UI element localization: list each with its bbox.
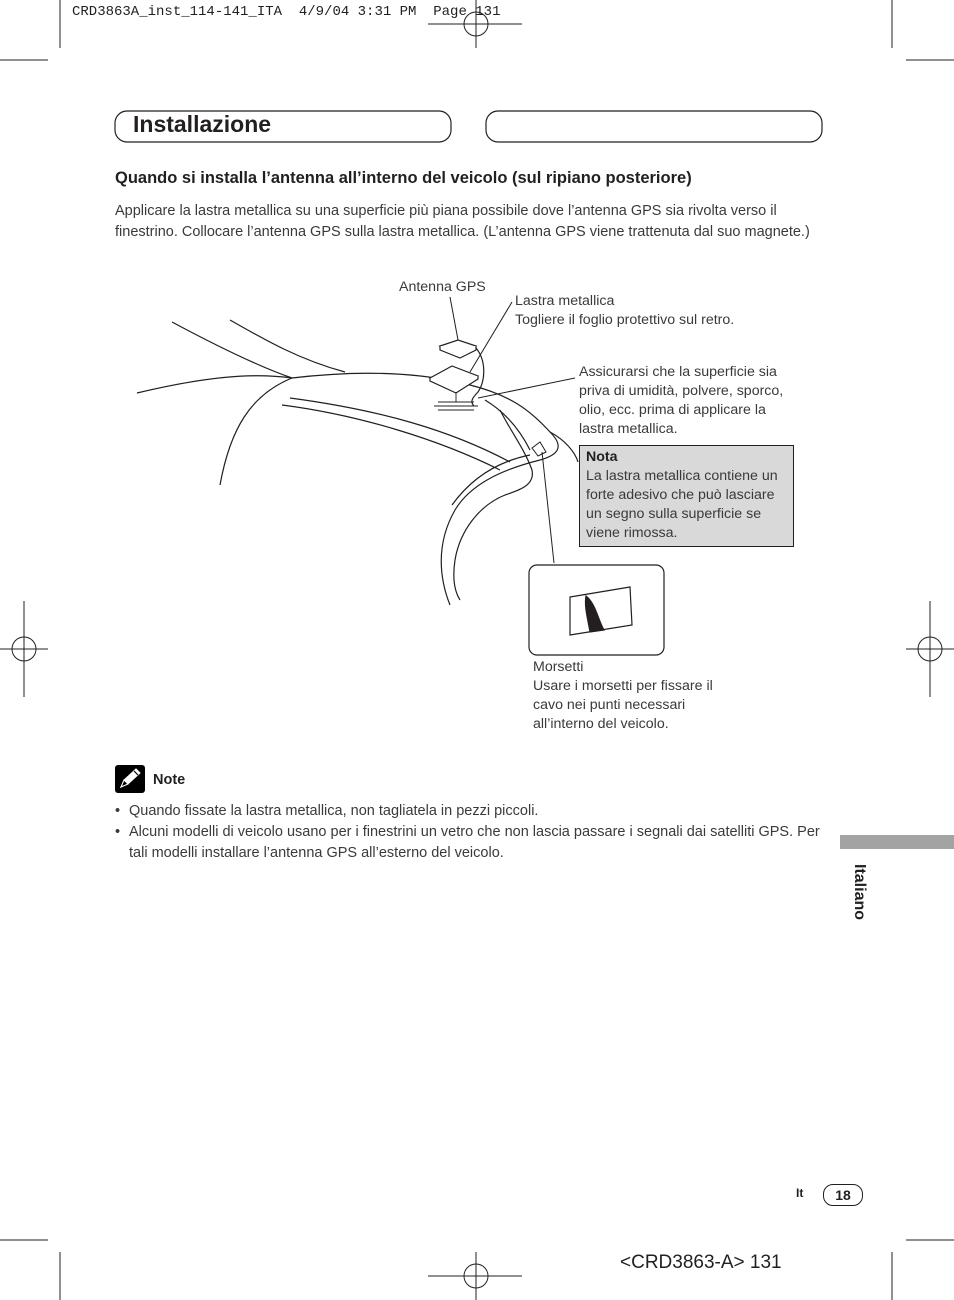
intro-paragraph: Applicare la lastra metallica su una superficie più piana possibile dove l’antenna GPS sia rivolta verso il finestrino. Collocare l’antenna GPS sulla lastra metallica. (L’antenna GPS viene trattenuta dal suo magnete.)	[115, 203, 810, 240]
language-code: It	[796, 1186, 804, 1200]
car-interior-illustration	[137, 320, 578, 605]
nota-title: Nota	[586, 449, 618, 465]
label-metal-plate-note: Togliere il foglio protettivo sul retro.	[515, 312, 735, 328]
language-tab	[840, 835, 954, 849]
sub-heading: Quando si installa l’antenna all’interno del veicolo (sul ripiano posteriore)	[115, 169, 692, 187]
label-clamps-title: Morsetti	[533, 659, 584, 675]
footer-code: <CRD3863-A> 131	[620, 1252, 782, 1273]
print-slug-line: CRD3863A_inst_114-141_ITA 4/9/04 3:31 PM Page 131	[72, 4, 501, 20]
note-item: • Quando fissate la lastra metallica, non tagliatela in pezzi piccoli.	[115, 801, 830, 822]
label-surface-clean: Assicurarsi che la superficie sia priva di umidità, polvere, sporco, olio, ecc. prima di applicare la lastra metallica.	[579, 364, 784, 437]
label-clamps-text: Usare i morsetti per fissare il cavo nei punti necessari all’interno del veicolo.	[533, 678, 713, 732]
language-tab-label: Italiano	[851, 864, 868, 921]
nota-text: La lastra metallica contiene un forte adesivo che può lasciare un segno sulla superficie se viene rimossa.	[586, 468, 778, 541]
label-clamps	[533, 658, 733, 734]
label-metal-plate-title: Lastra metallica	[515, 293, 615, 309]
page-number: 18	[823, 1184, 863, 1206]
notes-list	[115, 801, 830, 864]
note-label: Note	[153, 772, 186, 788]
nota-box	[579, 445, 794, 547]
label-metal-plate	[515, 292, 775, 330]
label-antenna-gps: Antenna GPS	[399, 279, 486, 295]
clamp-on-trim	[532, 442, 546, 456]
note-pencil-icon	[115, 765, 145, 793]
note-item: • Alcuni modelli di veicolo usano per i finestrini un vetro che non lascia passare i segnali dai satelliti GPS. Per tali modelli installare l’antenna GPS all’esterno del veicolo.	[115, 822, 830, 864]
leader-lines	[450, 297, 575, 563]
section-title: Installazione	[133, 111, 272, 137]
antenna-gps-drawing	[430, 340, 484, 406]
section-blank-box	[486, 111, 822, 142]
